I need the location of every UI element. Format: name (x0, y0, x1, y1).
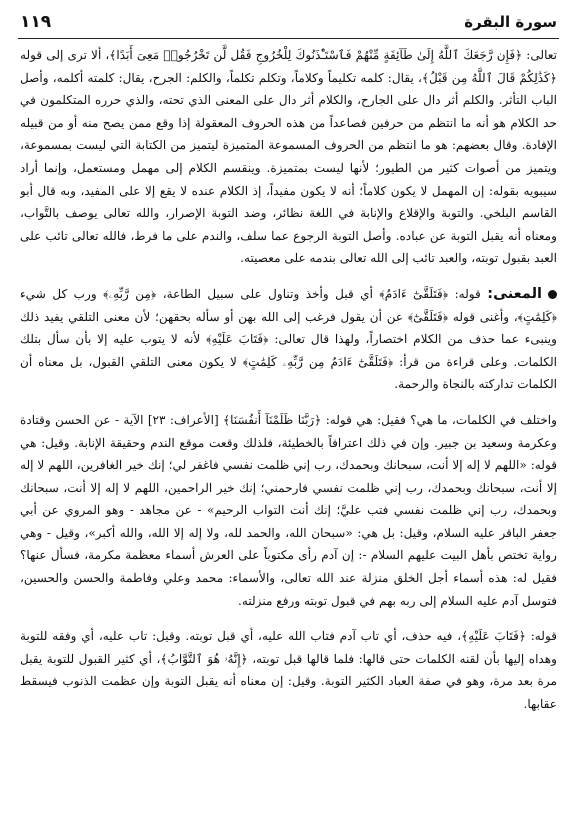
paragraph-repentance: قوله: ﴿فَتَابَ عَلَيْهِ﴾، فيه حذف، أي تاب آدم فتاب الله عليه، أي قبل توبته. وقيل: تاب عليه، أي وفقه للتوبة وهداه إليها بأن لقنه الكلمات حتى قالها: فلما قالها قبل توبته، ﴿إِنَّهُۥ هُوَ ٱلتَّوَّابُ﴾، أي كثير القبول للتوبة يقبل مرة بعد مرة، وهو في صفة العباد الكثير التوبة. وقيل: إن معناه أنه يقبل التوبة وإن عظمت الذنوب فيسقط عقابها. (20, 629, 557, 712)
paragraph-meaning (20, 283, 557, 396)
meaning-text: ﴿فَتَلَقَّىٰٓ ءَادَمُ﴾ أي قبل وأخذ وتناول على سبيل الطاعة، ﴿مِن رَّبِّهِۦ﴾ ورب كل شيء ﴿كَلِمَٰتٍ﴾، وأغنى قوله ﴿فَتَلَقَّىٰٓ﴾ عن أن يقول فرغب إلى الله بهن أو سأله بحقهن؛ لأن معنى التلقي يفيد ذلك وينبىء عما حذف من الكلام اختصاراً، ولهذا قال تعالى: ﴿فَتَابَ عَلَيْهِ﴾ لأنه لا يتوب عليه إلا بأن سأل بتلك الكلمات. وعلى قراءة من قرأ: ﴿فَتَلَقَّىٰٓ ءَادَمُ مِن رَّبِّهِۦ كَلِمَٰتٍ﴾ لا يكون معنى التلقي القبول، بل معناه أن الكلمات تداركته بالنجاة والرحمة. (20, 286, 557, 392)
section-gap (20, 612, 557, 625)
bullet-icon (548, 290, 557, 299)
page-body (20, 44, 557, 829)
surah-title: سورة البقرة (464, 13, 557, 31)
paragraph-lexical: تعالى: ﴿فَإِن رَّجَعَكَ ٱللَّهُ إِلَىٰ طَآئِفَةٍ مِّنْهُمْ فَٱسْتَـْٔذَنُوكَ لِلْخُرُوجِ فَقُل لَّن تَخْرُجُوا۟ مَعِىَ أَبَدًا﴾، ألا ترى إلى قوله ﴿كَذَٰلِكُمْ قَالَ ٱللَّهُ مِن قَبْلُ﴾، يقال: كلمه تكليماً وكلاماً، وتكلم تكلماً، والكلم: الجرح، يقال: كلمته أكلمه، وأصل الباب التأثر. والكلم أثر دال على الجارح، والكلام أثر دال على المعنى الذي تحته، والذي حرره المتكلمون في حد الكلام هو أنه ما انتظم من حرفين فصاعداً من هذه الحروف المعقولة إذا وقع ممن يصح منه أو من قبيله الإفادة. وقال بعضهم: هو ما انتظم من الحروف المسموعة المتميزة ليتميز من الكتابة التي ليست بمسموعة، ويتميز من أصوات كثير من الطيور؛ لأنها ليست بمتميزة. وينقسم الكلام إلى مهمل ومستعمل، وإنما أراد سيبويه بقوله: إن المهمل لا يكون كلاماً؛ أنه لا يكون مفيداً، إذ الكلام عنده لا يقع إلا على المفيد، وبه قال أبو القاسم البلخي. والتوبة والإقلاع والإنابة في اللغة نظائر، وضد التوبة الإصرار، والله تعالى يوصف بالتَّواب، ومعناه أنه يقبل التوبة عن عباده. وأصل التوبة الرجوع عما سلف، والندم على ما فرط، فالله تعالى تائب على العبد بقبول توبته، والعبد تائب إلى الله تعالى بندمه على معصيته. (20, 48, 557, 266)
heading-lead: قوله: (454, 286, 481, 301)
page-number: ١١٩ (20, 12, 52, 32)
section-gap (20, 270, 557, 283)
paragraph-words: واختلف في الكلمات، ما هي؟ فقيل: هي قوله: ﴿رَبَّنَا ظَلَمْنَآ أَنفُسَنَا﴾ [الأعراف: ٢٣] الآية - عن الحسن وقتادة وعكرمة وسعيد بن جبير. وإن في ذلك اعترافاً بالخطيئة، فلذلك وقعت موقع الندم وحقيقة الإنابة. وقيل: هي قوله: «اللهم لا إله إلا أنت، سبحانك وبحمدك، رب إني ظلمت نفسي فاغفر لي؛ إنك خير الغافرين، اللهم لا إله إلا أنت، سبحانك وبحمدك، رب إني ظلمت نفسي فارحمني؛ إنك خير الراحمين، اللهم لا إله إلا أنت، سبحانك وبحمدك، رب إني ظلمت نفسي فتب عليَّ؛ إنك أنت التواب الرحيم» - عن مجاهد - وهو المروي عن أبي جعفر الباقر عليه السلام، وقيل: بل هي: «سبحان الله، والحمد لله، ولا إله إلا الله، والله أكبر»، وقيل - وهي رواية تختص بأهل البيت عليهم السلام -: إن آدم رأى مكتوباً على العرش أسماء معظمة مكرمة، فسأل عنها؟ فقيل له: هذه أسماء أجل الخلق منزلة عند الله تعالى، والأسماء: محمد وعلي وفاطمة والحسن والحسين، فتوسل آدم عليه السلام إلى ربه بهم في قبول توبته ورفع منزلته. (20, 412, 557, 608)
section-gap (20, 396, 557, 409)
page-header (18, 10, 559, 39)
section-heading-meaning: المعنى: (487, 285, 542, 302)
